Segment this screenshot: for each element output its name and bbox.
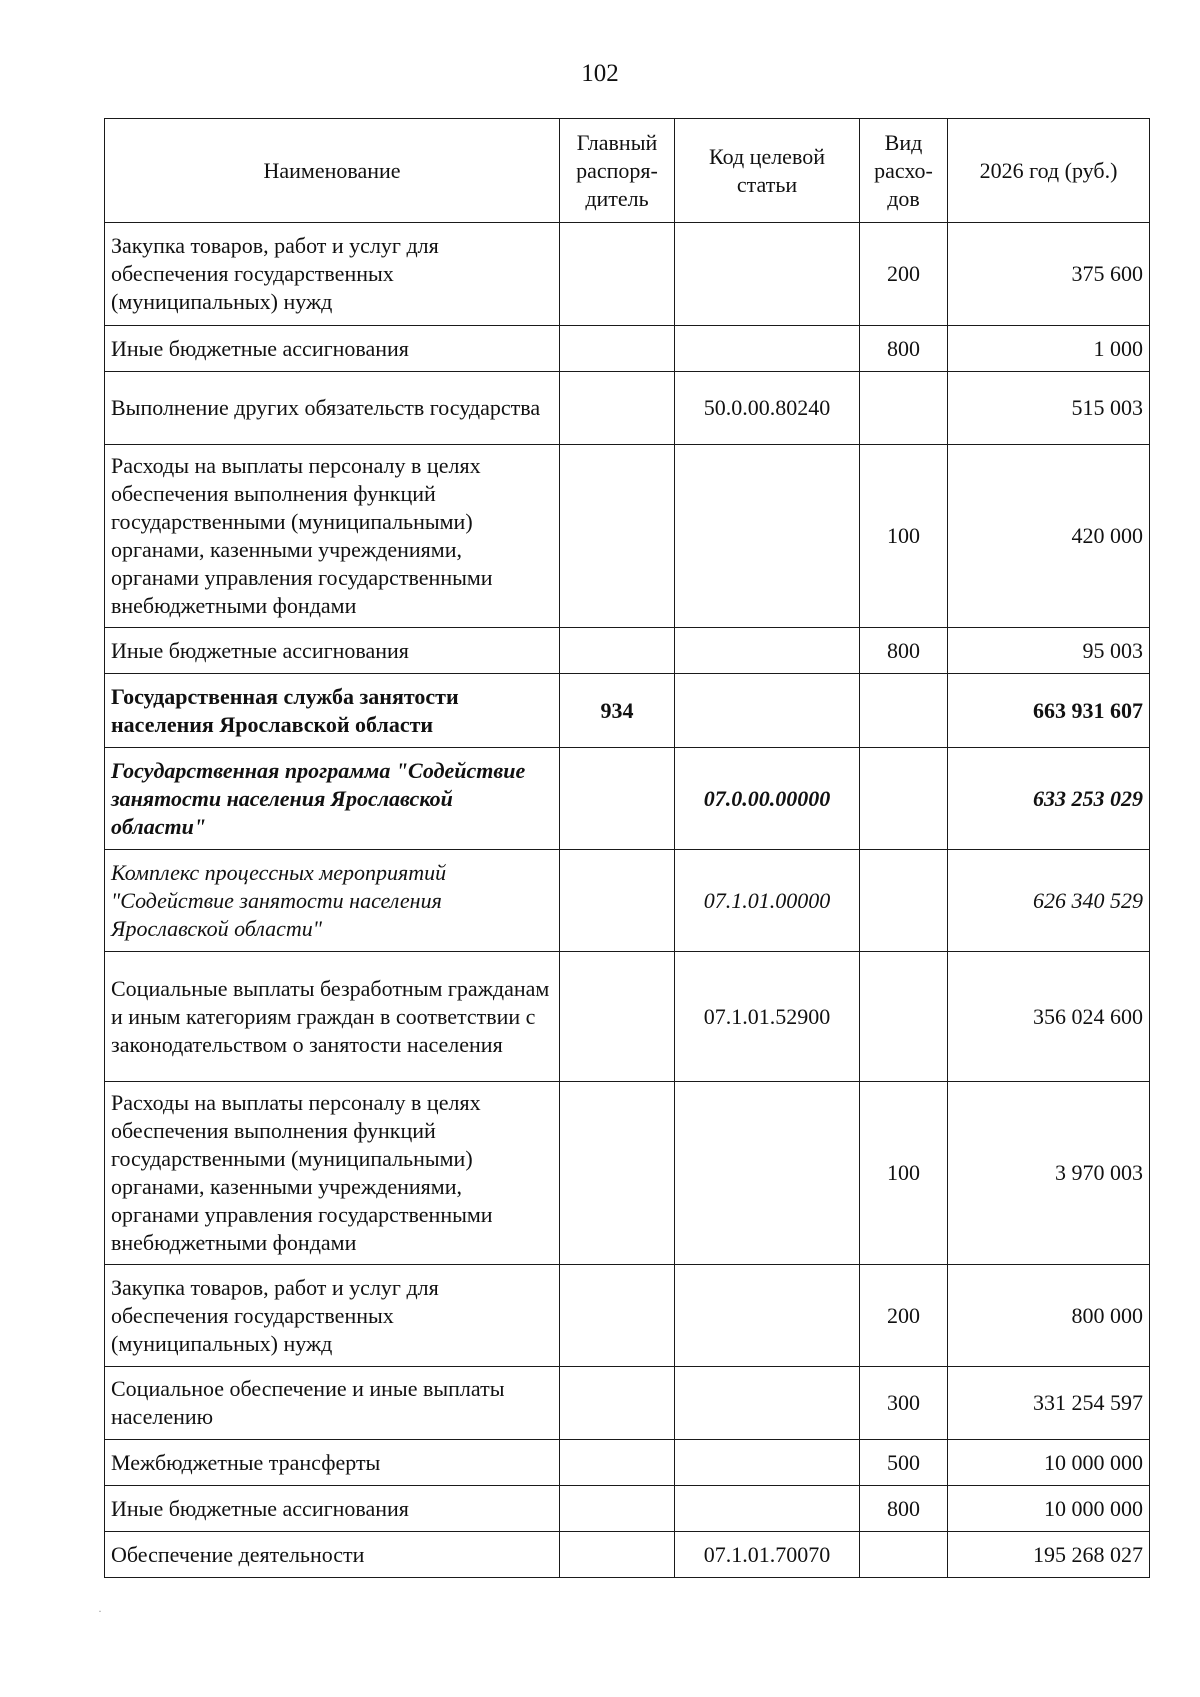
header-main-manager: Главный распоря-дитель: [560, 119, 675, 223]
row-main-manager: [560, 1532, 675, 1578]
row-target-code: [675, 1367, 860, 1440]
row-main-manager: [560, 1082, 675, 1265]
row-expense-type: 500: [860, 1440, 948, 1486]
row-amount: 10 000 000: [948, 1440, 1150, 1486]
row-target-code: 07.1.01.70070: [675, 1532, 860, 1578]
table-row: [105, 223, 1150, 326]
row-expense-type: [860, 952, 948, 1082]
row-expense-type: [860, 674, 948, 748]
row-amount: 10 000 000: [948, 1486, 1150, 1532]
row-name: Иные бюджетные ассигнования: [105, 1486, 560, 1532]
header-name: Наименование: [105, 119, 560, 223]
row-main-manager: [560, 1486, 675, 1532]
header-expense-type: Вид расхо-дов: [860, 119, 948, 223]
row-main-manager: [560, 326, 675, 372]
row-target-code: 50.0.00.80240: [675, 372, 860, 445]
row-amount: 375 600: [948, 223, 1150, 326]
header-target-code: Код целевой статьи: [675, 119, 860, 223]
table-row: [105, 1082, 1150, 1265]
row-amount: 195 268 027: [948, 1532, 1150, 1578]
row-expense-type: [860, 372, 948, 445]
table-row: [105, 850, 1150, 952]
row-main-manager: [560, 952, 675, 1082]
table-row: [105, 628, 1150, 674]
row-main-manager: [560, 445, 675, 628]
row-amount: 633 253 029: [948, 748, 1150, 850]
row-main-manager: [560, 1367, 675, 1440]
row-main-manager: [560, 1265, 675, 1367]
row-amount: 356 024 600: [948, 952, 1150, 1082]
row-target-code: [675, 445, 860, 628]
budget-table: [104, 118, 1150, 1578]
row-target-code: 07.1.01.52900: [675, 952, 860, 1082]
scan-speck: ·: [98, 1604, 102, 1618]
row-name: Расходы на выплаты персоналу в целях обеспечения выполнения функций государственными (муниципальными) органами, казенными учреждениями, органами управления государственными внебюджетными фондами: [105, 1082, 560, 1265]
row-expense-type: 800: [860, 628, 948, 674]
row-target-code: 07.1.01.00000: [675, 850, 860, 952]
row-expense-type: 800: [860, 1486, 948, 1532]
row-expense-type: 100: [860, 1082, 948, 1265]
row-target-code: [675, 1440, 860, 1486]
row-target-code: [675, 1486, 860, 1532]
table-row: [105, 445, 1150, 628]
table-row: [105, 674, 1150, 748]
header-year: 2026 год (руб.): [948, 119, 1150, 223]
row-name: Государственная служба занятости населения Ярославской области: [105, 674, 560, 748]
row-amount: 331 254 597: [948, 1367, 1150, 1440]
row-expense-type: 200: [860, 1265, 948, 1367]
row-name: Комплекс процессных мероприятий "Содействие занятости населения Ярославской области": [105, 850, 560, 952]
row-expense-type: [860, 850, 948, 952]
table-header-row: [105, 119, 1150, 223]
row-main-manager: [560, 372, 675, 445]
row-name: Закупка товаров, работ и услуг для обеспечения государственных (муниципальных) нужд: [105, 1265, 560, 1367]
row-name: Межбюджетные трансферты: [105, 1440, 560, 1486]
row-target-code: [675, 223, 860, 326]
row-target-code: [675, 628, 860, 674]
row-target-code: 07.0.00.00000: [675, 748, 860, 850]
row-name: Государственная программа "Содействие занятости населения Ярославской области": [105, 748, 560, 850]
table-row: [105, 1440, 1150, 1486]
table-row: [105, 372, 1150, 445]
table-row: [105, 1265, 1150, 1367]
row-amount: 626 340 529: [948, 850, 1150, 952]
row-name: Иные бюджетные ассигнования: [105, 628, 560, 674]
row-expense-type: 100: [860, 445, 948, 628]
row-expense-type: 300: [860, 1367, 948, 1440]
row-main-manager: 934: [560, 674, 675, 748]
table-row: [105, 1367, 1150, 1440]
table-row: [105, 748, 1150, 850]
table-body: [105, 223, 1150, 1578]
row-name: Социальное обеспечение и иные выплаты населению: [105, 1367, 560, 1440]
row-main-manager: [560, 748, 675, 850]
row-main-manager: [560, 223, 675, 326]
row-target-code: [675, 1082, 860, 1265]
row-target-code: [675, 1265, 860, 1367]
table-row: [105, 952, 1150, 1082]
table-row: [105, 1486, 1150, 1532]
row-main-manager: [560, 850, 675, 952]
page-number: 102: [581, 60, 619, 87]
row-amount: 800 000: [948, 1265, 1150, 1367]
row-amount: 95 003: [948, 628, 1150, 674]
row-amount: 663 931 607: [948, 674, 1150, 748]
row-expense-type: 200: [860, 223, 948, 326]
row-name: Обеспечение деятельности: [105, 1532, 560, 1578]
row-name: Иные бюджетные ассигнования: [105, 326, 560, 372]
row-name: Социальные выплаты безработным гражданам и иным категориям граждан в соответствии с законодательством о занятости населения: [105, 952, 560, 1082]
row-name: Выполнение других обязательств государства: [105, 372, 560, 445]
row-amount: 420 000: [948, 445, 1150, 628]
row-expense-type: 800: [860, 326, 948, 372]
row-main-manager: [560, 1440, 675, 1486]
row-target-code: [675, 674, 860, 748]
row-expense-type: [860, 1532, 948, 1578]
row-amount: 1 000: [948, 326, 1150, 372]
row-expense-type: [860, 748, 948, 850]
row-name: Закупка товаров, работ и услуг для обеспечения государственных (муниципальных) нужд: [105, 223, 560, 326]
row-target-code: [675, 326, 860, 372]
row-amount: 515 003: [948, 372, 1150, 445]
row-amount: 3 970 003: [948, 1082, 1150, 1265]
row-main-manager: [560, 628, 675, 674]
row-name: Расходы на выплаты персоналу в целях обеспечения выполнения функций государственными (муниципальными) органами, казенными учреждениями, органами управления государственными внебюджетными фондами: [105, 445, 560, 628]
table-row: [105, 1532, 1150, 1578]
table-row: [105, 326, 1150, 372]
